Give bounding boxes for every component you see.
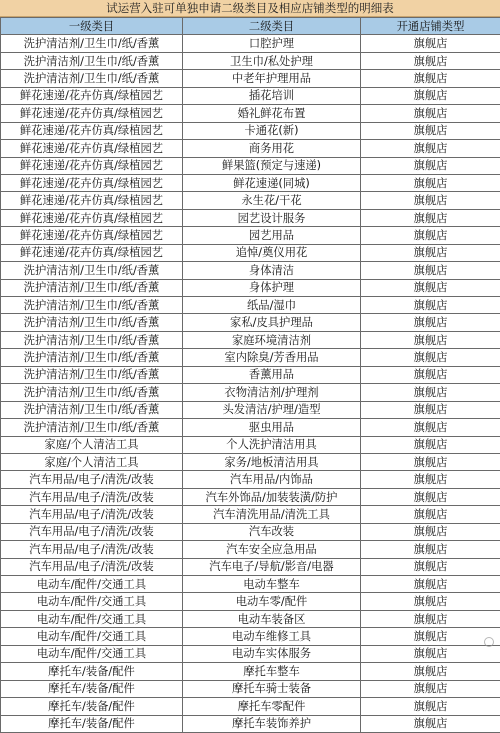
cell-store-type: 旗舰店 — [361, 349, 500, 366]
cell-level1-category: 摩托车/装备/配件 — [1, 680, 183, 697]
cell-level2-category: 摩托车装饰养护 — [183, 715, 361, 732]
table-row — [1, 87, 500, 104]
table-row — [1, 541, 500, 558]
table-row — [1, 419, 500, 436]
watermark-icon — [484, 637, 494, 647]
cell-level1-category: 洗护清洁剂/卫生巾/纸/香薰 — [1, 279, 183, 296]
cell-level1-category: 电动车/配件/交通工具 — [1, 610, 183, 627]
table-row — [1, 105, 500, 122]
cell-level1-category: 洗护清洁剂/卫生巾/纸/香薰 — [1, 70, 183, 87]
table-row — [1, 140, 500, 157]
header-level2-category: 二级类目 — [183, 18, 361, 35]
table-row — [1, 453, 500, 470]
cell-level1-category: 洗护清洁剂/卫生巾/纸/香薰 — [1, 297, 183, 314]
cell-level1-category: 洗护清洁剂/卫生巾/纸/香薰 — [1, 349, 183, 366]
cell-store-type: 旗舰店 — [361, 471, 500, 488]
cell-store-type: 旗舰店 — [361, 174, 500, 191]
cell-store-type: 旗舰店 — [361, 209, 500, 226]
table-row — [1, 244, 500, 261]
cell-level2-category: 汽车用品/内饰品 — [183, 471, 361, 488]
cell-level1-category: 鲜花速递/花卉仿真/绿植园艺 — [1, 227, 183, 244]
table-row — [1, 331, 500, 348]
table-row — [1, 610, 500, 627]
cell-level2-category: 园艺用品 — [183, 227, 361, 244]
table-row — [1, 698, 500, 715]
cell-store-type: 旗舰店 — [361, 279, 500, 296]
cell-level1-category: 洗护清洁剂/卫生巾/纸/香薰 — [1, 314, 183, 331]
cell-store-type: 旗舰店 — [361, 192, 500, 209]
cell-level2-category: 身体清洁 — [183, 262, 361, 279]
table-row — [1, 35, 500, 52]
watermark — [484, 637, 494, 647]
cell-store-type: 旗舰店 — [361, 314, 500, 331]
table-row — [1, 401, 500, 418]
cell-level1-category: 鲜花速递/花卉仿真/绿植园艺 — [1, 209, 183, 226]
cell-store-type: 旗舰店 — [361, 453, 500, 470]
cell-level1-category: 鲜花速递/花卉仿真/绿植园艺 — [1, 122, 183, 139]
table-row — [1, 628, 500, 645]
cell-store-type: 旗舰店 — [361, 244, 500, 261]
cell-level2-category: 鲜果篮(预定与速递) — [183, 157, 361, 174]
cell-store-type: 旗舰店 — [361, 105, 500, 122]
table-row — [1, 488, 500, 505]
cell-store-type: 旗舰店 — [361, 52, 500, 69]
cell-level2-category: 汽车安全应急用品 — [183, 541, 361, 558]
header-store-type: 开通店铺类型 — [361, 18, 500, 35]
table-title: 试运营入驻可单独申请二级类目及相应店铺类型的明细表 — [0, 0, 500, 17]
table-row — [1, 209, 500, 226]
cell-level2-category: 鲜花速递(同城) — [183, 174, 361, 191]
category-table — [0, 17, 500, 733]
cell-store-type: 旗舰店 — [361, 227, 500, 244]
cell-store-type: 旗舰店 — [361, 419, 500, 436]
cell-level2-category: 中老年护理用品 — [183, 70, 361, 87]
cell-store-type: 旗舰店 — [361, 401, 500, 418]
cell-level2-category: 电动车维修工具 — [183, 628, 361, 645]
cell-level1-category: 家庭/个人清洁工具 — [1, 436, 183, 453]
cell-level2-category: 汽车电子/导航/影音/电器 — [183, 558, 361, 575]
cell-level2-category: 家庭环境清洁剂 — [183, 331, 361, 348]
cell-level1-category: 洗护清洁剂/卫生巾/纸/香薰 — [1, 401, 183, 418]
cell-level2-category: 汽车清洗用品/清洗工具 — [183, 506, 361, 523]
cell-level2-category: 摩托车整车 — [183, 663, 361, 680]
table-row — [1, 157, 500, 174]
cell-level2-category: 家私/皮具护理品 — [183, 314, 361, 331]
table-body — [1, 35, 500, 733]
table-row — [1, 576, 500, 593]
cell-level1-category: 家庭/个人清洁工具 — [1, 453, 183, 470]
header-row — [1, 18, 500, 35]
table-row — [1, 645, 500, 662]
cell-level2-category: 汽车改装 — [183, 523, 361, 540]
cell-level2-category: 香薰用品 — [183, 366, 361, 383]
cell-level1-category: 摩托车/装备/配件 — [1, 698, 183, 715]
cell-level1-category: 电动车/配件/交通工具 — [1, 576, 183, 593]
cell-level2-category: 室内除臭/芳香用品 — [183, 349, 361, 366]
table-row — [1, 523, 500, 540]
table-row — [1, 70, 500, 87]
cell-level1-category: 洗护清洁剂/卫生巾/纸/香薰 — [1, 419, 183, 436]
cell-level2-category: 驱虫用品 — [183, 419, 361, 436]
table-row — [1, 227, 500, 244]
cell-level1-category: 摩托车/装备/配件 — [1, 663, 183, 680]
table-row — [1, 262, 500, 279]
cell-store-type: 旗舰店 — [361, 87, 500, 104]
cell-level2-category: 纸品/湿巾 — [183, 297, 361, 314]
table-row — [1, 593, 500, 610]
cell-store-type: 旗舰店 — [361, 140, 500, 157]
cell-level2-category: 园艺设计服务 — [183, 209, 361, 226]
cell-level1-category: 鲜花速递/花卉仿真/绿植园艺 — [1, 192, 183, 209]
cell-level2-category: 头发清洁/护理/造型 — [183, 401, 361, 418]
cell-level1-category: 洗护清洁剂/卫生巾/纸/香薰 — [1, 331, 183, 348]
cell-level2-category: 口腔护理 — [183, 35, 361, 52]
header-level1-category: 一级类目 — [1, 18, 183, 35]
cell-store-type: 旗舰店 — [361, 297, 500, 314]
cell-store-type: 旗舰店 — [361, 576, 500, 593]
table-row — [1, 314, 500, 331]
cell-level1-category: 汽车用品/电子/清洗/改装 — [1, 488, 183, 505]
cell-level2-category: 卡通花(新) — [183, 122, 361, 139]
cell-level1-category: 电动车/配件/交通工具 — [1, 645, 183, 662]
cell-store-type: 旗舰店 — [361, 366, 500, 383]
table-row — [1, 279, 500, 296]
cell-level2-category: 身体护理 — [183, 279, 361, 296]
cell-level2-category: 摩托车零配件 — [183, 698, 361, 715]
table-row — [1, 471, 500, 488]
cell-store-type: 旗舰店 — [361, 610, 500, 627]
cell-level2-category: 婚礼鲜花布置 — [183, 105, 361, 122]
cell-store-type: 旗舰店 — [361, 680, 500, 697]
cell-level1-category: 鲜花速递/花卉仿真/绿植园艺 — [1, 157, 183, 174]
cell-store-type: 旗舰店 — [361, 628, 500, 645]
cell-store-type: 旗舰店 — [361, 593, 500, 610]
cell-store-type: 旗舰店 — [361, 157, 500, 174]
table-row — [1, 192, 500, 209]
table-row — [1, 366, 500, 383]
cell-store-type: 旗舰店 — [361, 122, 500, 139]
cell-store-type: 旗舰店 — [361, 506, 500, 523]
cell-level1-category: 鲜花速递/花卉仿真/绿植园艺 — [1, 174, 183, 191]
cell-level2-category: 卫生巾/私处护理 — [183, 52, 361, 69]
cell-level2-category: 衣物清洁剂/护理剂 — [183, 384, 361, 401]
cell-level1-category: 汽车用品/电子/清洗/改装 — [1, 523, 183, 540]
cell-level1-category: 鲜花速递/花卉仿真/绿植园艺 — [1, 244, 183, 261]
cell-level1-category: 洗护清洁剂/卫生巾/纸/香薰 — [1, 366, 183, 383]
cell-store-type: 旗舰店 — [361, 70, 500, 87]
cell-store-type: 旗舰店 — [361, 698, 500, 715]
cell-level2-category: 电动车装备区 — [183, 610, 361, 627]
cell-level1-category: 汽车用品/电子/清洗/改装 — [1, 506, 183, 523]
cell-level2-category: 摩托车骑士装备 — [183, 680, 361, 697]
cell-level2-category: 个人洗护清洁用具 — [183, 436, 361, 453]
cell-level2-category: 电动车实体服务 — [183, 645, 361, 662]
cell-level1-category: 鲜花速递/花卉仿真/绿植园艺 — [1, 87, 183, 104]
cell-store-type: 旗舰店 — [361, 488, 500, 505]
table-row — [1, 349, 500, 366]
cell-level2-category: 插花培训 — [183, 87, 361, 104]
cell-level2-category: 永生花/干花 — [183, 192, 361, 209]
cell-level1-category: 电动车/配件/交通工具 — [1, 593, 183, 610]
table-row — [1, 384, 500, 401]
table-row — [1, 174, 500, 191]
cell-level1-category: 电动车/配件/交通工具 — [1, 628, 183, 645]
cell-store-type: 旗舰店 — [361, 523, 500, 540]
table-row — [1, 506, 500, 523]
table-row — [1, 715, 500, 732]
cell-level2-category: 追悼/奠仪用花 — [183, 244, 361, 261]
cell-store-type: 旗舰店 — [361, 645, 500, 662]
table-row — [1, 663, 500, 680]
cell-level1-category: 摩托车/装备/配件 — [1, 715, 183, 732]
table-row — [1, 122, 500, 139]
cell-store-type: 旗舰店 — [361, 715, 500, 732]
cell-level2-category: 家务/地板清洁用具 — [183, 453, 361, 470]
cell-level2-category: 汽车外饰品/加装装潢/防护 — [183, 488, 361, 505]
table-row — [1, 52, 500, 69]
cell-level1-category: 洗护清洁剂/卫生巾/纸/香薰 — [1, 52, 183, 69]
cell-level1-category: 汽车用品/电子/清洗/改装 — [1, 541, 183, 558]
cell-level1-category: 汽车用品/电子/清洗/改装 — [1, 471, 183, 488]
cell-store-type: 旗舰店 — [361, 35, 500, 52]
cell-store-type: 旗舰店 — [361, 262, 500, 279]
cell-store-type: 旗舰店 — [361, 541, 500, 558]
cell-level1-category: 鲜花速递/花卉仿真/绿植园艺 — [1, 140, 183, 157]
cell-store-type: 旗舰店 — [361, 384, 500, 401]
table-row — [1, 436, 500, 453]
cell-level1-category: 汽车用品/电子/清洗/改装 — [1, 558, 183, 575]
cell-level1-category: 洗护清洁剂/卫生巾/纸/香薰 — [1, 262, 183, 279]
cell-level1-category: 洗护清洁剂/卫生巾/纸/香薰 — [1, 35, 183, 52]
cell-store-type: 旗舰店 — [361, 331, 500, 348]
table-row — [1, 297, 500, 314]
cell-store-type: 旗舰店 — [361, 558, 500, 575]
cell-level1-category: 洗护清洁剂/卫生巾/纸/香薰 — [1, 384, 183, 401]
cell-level1-category: 鲜花速递/花卉仿真/绿植园艺 — [1, 105, 183, 122]
cell-store-type: 旗舰店 — [361, 436, 500, 453]
table-row — [1, 680, 500, 697]
cell-level2-category: 电动车零/配件 — [183, 593, 361, 610]
cell-level2-category: 商务用花 — [183, 140, 361, 157]
cell-store-type: 旗舰店 — [361, 663, 500, 680]
table-row — [1, 558, 500, 575]
cell-level2-category: 电动车整车 — [183, 576, 361, 593]
